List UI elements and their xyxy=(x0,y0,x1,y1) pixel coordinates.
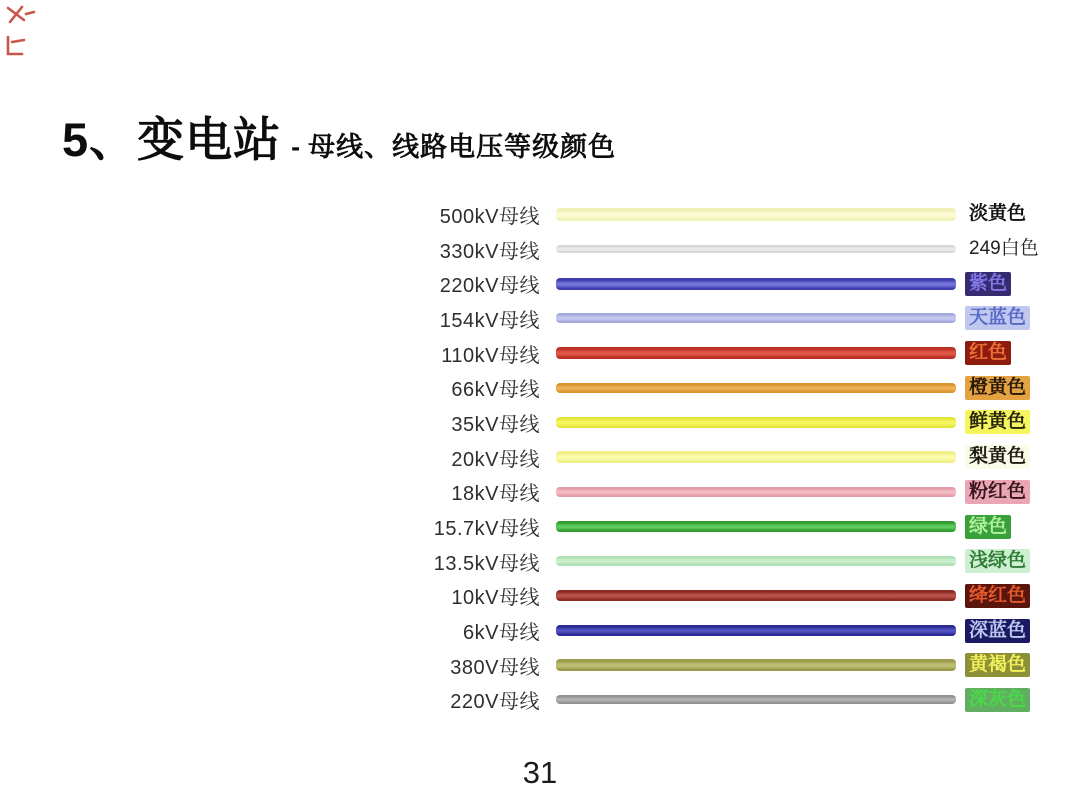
voltage-label: 10kV母线 xyxy=(451,587,540,610)
legend-row xyxy=(410,405,1043,440)
legend-row xyxy=(410,301,1043,336)
legend-row xyxy=(410,509,1043,544)
legend-row xyxy=(410,613,1043,648)
legend-row xyxy=(410,336,1043,371)
voltage-label: 35kV母线 xyxy=(451,413,540,436)
voltage-label: 20kV母线 xyxy=(451,448,540,471)
color-name-badge: 紫色 xyxy=(965,272,1011,296)
voltage-label: 18kV母线 xyxy=(451,483,540,506)
voltage-bar xyxy=(556,313,956,323)
voltage-bar xyxy=(556,347,956,359)
color-name-badge: 249白色 xyxy=(969,238,1039,260)
voltage-label: 66kV母线 xyxy=(451,379,540,402)
legend-row xyxy=(410,544,1043,579)
color-name-badge: 淡黄色 xyxy=(969,203,1027,225)
color-name-badge: 浅绿色 xyxy=(965,549,1030,573)
voltage-label: 6kV母线 xyxy=(463,622,540,645)
voltage-bar xyxy=(556,278,956,290)
voltage-label: 220V母线 xyxy=(450,691,540,714)
voltage-bar xyxy=(556,451,956,463)
voltage-label: 330kV母线 xyxy=(439,240,540,263)
title-subtitle: 母线、线路电压等级颜色 xyxy=(308,132,617,162)
legend-row xyxy=(410,232,1043,267)
legend-row xyxy=(410,475,1043,510)
voltage-bar xyxy=(556,208,956,221)
legend-row xyxy=(410,197,1043,232)
legend-row xyxy=(410,370,1043,405)
legend-row xyxy=(410,440,1043,475)
voltage-bar xyxy=(556,695,956,704)
color-name-badge: 红色 xyxy=(965,341,1011,365)
color-name-badge: 鲜黄色 xyxy=(965,410,1030,434)
color-name-badge: 深灰色 xyxy=(965,688,1030,712)
voltage-bar xyxy=(556,487,956,497)
legend-row xyxy=(410,579,1043,614)
legend-row xyxy=(410,266,1043,301)
page-number: 31 xyxy=(522,755,558,790)
voltage-bar xyxy=(556,521,956,532)
red-watermark-mark xyxy=(4,4,38,28)
voltage-bar xyxy=(556,383,956,393)
color-name-badge: 粉红色 xyxy=(965,480,1030,504)
voltage-label: 15.7kV母线 xyxy=(433,518,540,541)
title-number: 5、 xyxy=(62,113,138,166)
voltage-color-legend xyxy=(410,197,1043,717)
legend-row xyxy=(410,648,1043,683)
red-watermark-marks xyxy=(4,4,44,64)
color-name-badge: 天蓝色 xyxy=(965,306,1030,330)
voltage-bar xyxy=(556,556,956,566)
slide-title xyxy=(62,103,616,170)
voltage-bar xyxy=(556,245,956,253)
voltage-bar xyxy=(556,417,956,428)
color-name-badge: 橙黄色 xyxy=(965,376,1030,400)
title-separator: - xyxy=(291,132,301,162)
voltage-bar xyxy=(556,625,956,636)
legend-row xyxy=(410,683,1043,718)
voltage-label: 13.5kV母线 xyxy=(433,552,540,575)
voltage-label: 110kV母线 xyxy=(441,344,540,367)
voltage-bar xyxy=(556,590,956,601)
voltage-label: 220kV母线 xyxy=(439,275,540,298)
red-watermark-mark xyxy=(4,34,32,60)
voltage-label: 380V母线 xyxy=(450,656,540,679)
color-name-badge: 绛红色 xyxy=(965,584,1030,608)
color-name-badge: 梨黄色 xyxy=(965,445,1030,469)
title-main: 变电站 xyxy=(137,113,282,166)
color-name-badge: 绿色 xyxy=(965,515,1011,539)
voltage-bar xyxy=(556,659,956,671)
color-name-badge: 黄褐色 xyxy=(965,653,1030,677)
voltage-label: 500kV母线 xyxy=(439,205,540,228)
color-name-badge: 深蓝色 xyxy=(965,619,1030,643)
voltage-label: 154kV母线 xyxy=(439,309,540,332)
